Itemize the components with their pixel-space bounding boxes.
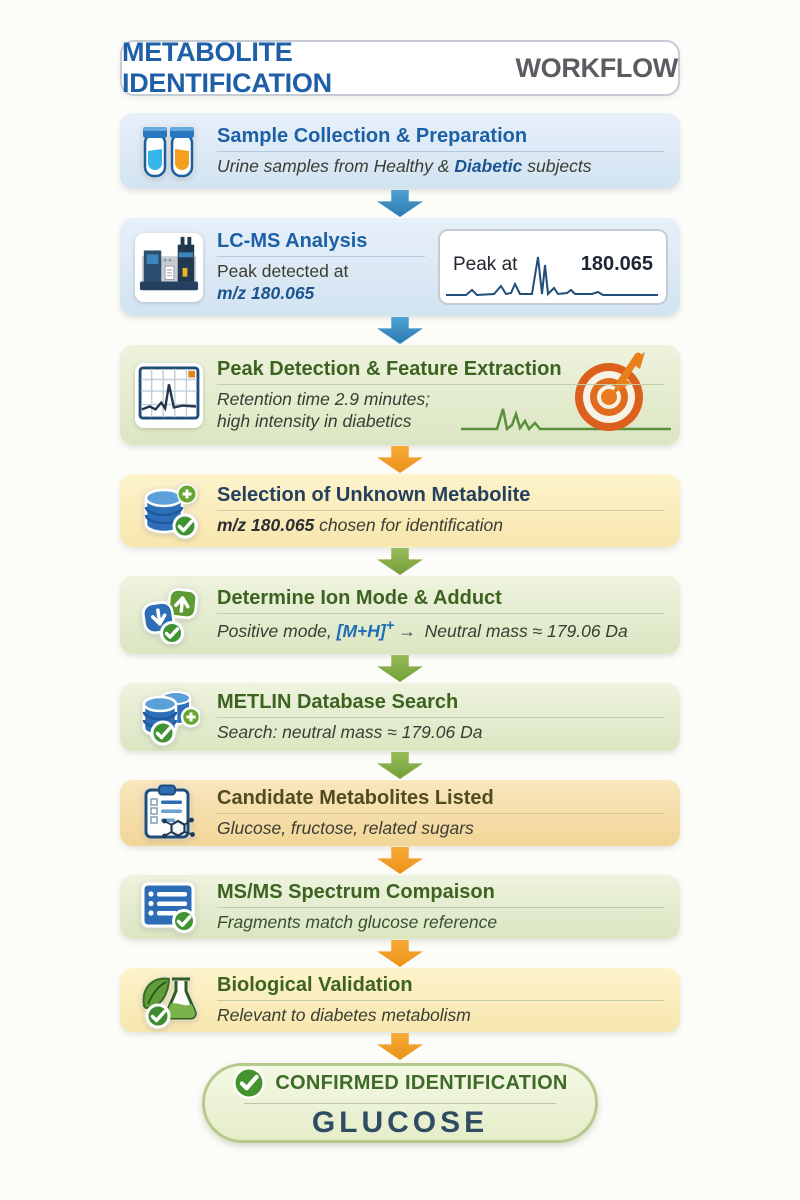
result-value: GLUCOSE bbox=[311, 1106, 489, 1139]
page-title-primary: METABOLITE IDENTIFICATION bbox=[122, 37, 332, 98]
step-description bbox=[217, 722, 664, 743]
step-title: Peak Detection & Feature Extraction bbox=[217, 358, 664, 385]
desc-text: chosen for identification bbox=[314, 515, 504, 536]
peak-value: 180.065 bbox=[580, 253, 653, 275]
page-title bbox=[120, 37, 680, 98]
step-metlin-search bbox=[120, 683, 680, 751]
step-title: Determine Ion Mode & Adduct bbox=[217, 587, 664, 614]
step-description bbox=[217, 912, 664, 933]
desc-text: subjects bbox=[522, 155, 592, 176]
result-divider bbox=[244, 1103, 556, 1104]
database-add-icon bbox=[136, 482, 202, 540]
step-description bbox=[217, 818, 664, 839]
step-description bbox=[217, 515, 664, 536]
step-peak-detection bbox=[120, 345, 680, 445]
step-metabolite-selection bbox=[120, 474, 680, 547]
database-search-icon bbox=[136, 688, 202, 746]
flow-arrow-down bbox=[377, 752, 423, 779]
leaf-flask-icon bbox=[136, 971, 202, 1029]
chart-grid-icon bbox=[136, 363, 202, 428]
confirmed-result bbox=[202, 1063, 598, 1143]
flow-arrow-down bbox=[377, 1033, 423, 1060]
step-description bbox=[217, 389, 517, 432]
flow-arrow-down bbox=[377, 446, 423, 473]
desc-text: Glucose, fructose, related sugars bbox=[217, 817, 474, 838]
step-title: METLIN Database Search bbox=[217, 691, 664, 718]
desc-text: Relevant to diabetes metabolism bbox=[217, 1004, 471, 1025]
step-msms-comparison bbox=[120, 875, 680, 939]
desc-text: Neutral mass ≈ 179.06 Da bbox=[419, 621, 628, 642]
right-arrow-glyph: → bbox=[398, 621, 416, 642]
step-description bbox=[217, 261, 425, 304]
step-title: LC-MS Analysis bbox=[217, 230, 425, 257]
desc-mz-value: m/z 180.065 bbox=[217, 282, 315, 303]
step-title: Selection of Unknown Metabolite bbox=[217, 484, 664, 511]
adduct-notation: [M+H]+ bbox=[336, 618, 395, 642]
mass-spectrum-plot bbox=[444, 252, 662, 300]
desc-text: Fragments match glucose reference bbox=[217, 911, 498, 932]
step-title: MS/MS Spectrum Compaison bbox=[217, 881, 664, 908]
step-description bbox=[217, 156, 664, 177]
msms-list-icon bbox=[136, 880, 202, 934]
desc-text: Search: neutral mass ≈ 179.06 Da bbox=[217, 721, 483, 742]
desc-text: Retention time 2.9 minutes; bbox=[217, 389, 431, 410]
flow-arrow-down bbox=[377, 317, 423, 344]
peak-label: Peak at bbox=[453, 254, 518, 275]
check-circle-icon bbox=[232, 1066, 266, 1100]
step-title: Candidate Metabolites Listed bbox=[217, 787, 664, 814]
page-title-secondary: WORKFLOW bbox=[515, 52, 678, 83]
clipboard-molecule-icon bbox=[136, 784, 202, 842]
desc-text: Peak detected at bbox=[217, 261, 349, 282]
flow-arrow-down bbox=[377, 847, 423, 874]
step-ion-mode bbox=[120, 576, 680, 654]
step-sample-collection bbox=[120, 113, 680, 189]
step-description bbox=[217, 1005, 664, 1026]
step-description bbox=[217, 618, 664, 642]
flow-arrow-down bbox=[377, 190, 423, 217]
test-tubes-icon bbox=[136, 122, 202, 180]
desc-text: Positive mode, bbox=[217, 621, 337, 642]
flow-arrow-down bbox=[377, 940, 423, 967]
peak-spectrum-panel bbox=[438, 229, 668, 305]
desc-text: Urine samples from Healthy & bbox=[217, 155, 455, 176]
step-candidate-metabolites bbox=[120, 780, 680, 846]
step-lcms-analysis bbox=[120, 218, 680, 316]
step-title: Sample Collection & Preparation bbox=[217, 125, 664, 152]
flow-arrow-down bbox=[377, 548, 423, 575]
desc-highlight: Diabetic bbox=[454, 155, 523, 176]
step-title: Biological Validation bbox=[217, 974, 664, 1001]
step-biological-validation bbox=[120, 968, 680, 1032]
desc-text: high intensity in diabetics bbox=[217, 410, 412, 431]
result-label: CONFIRMED IDENTIFICATION bbox=[275, 1071, 568, 1094]
desc-mz-value: m/z 180.065 bbox=[217, 515, 315, 536]
flow-arrow-down bbox=[377, 655, 423, 682]
ion-mode-icon bbox=[136, 586, 202, 644]
lcms-instrument-icon bbox=[136, 233, 202, 302]
